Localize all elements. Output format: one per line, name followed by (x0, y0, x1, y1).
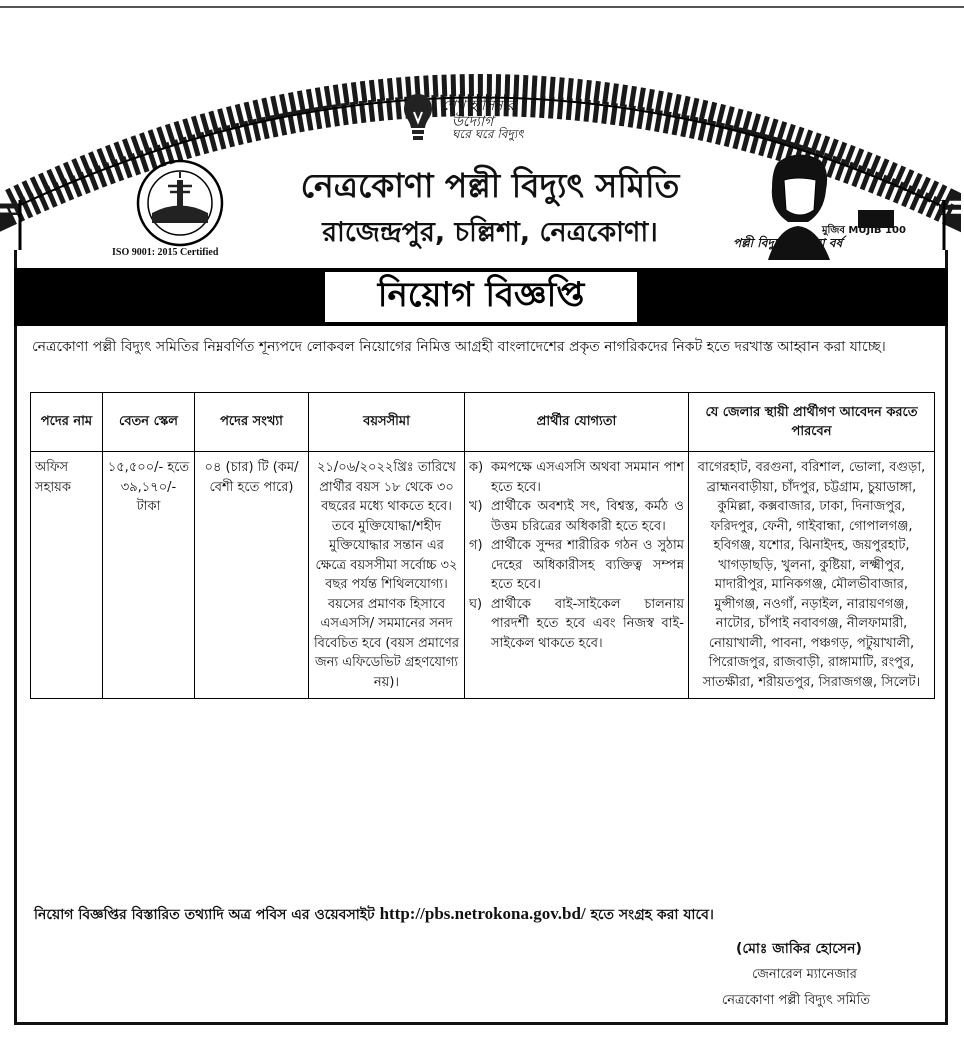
qualification-text: প্রার্থীকে বাই-সাইকেল চালনায় পারদর্শী হতে হবে এবং নিজস্ব বাই-সাইকেল থাকতে হবে। (491, 596, 684, 651)
header-post: পদের নাম (31, 393, 103, 452)
signatory-organization: নেত্রকোণা পল্লী বিদ্যুৎ সমিতি (722, 993, 870, 1008)
frame-right (945, 250, 948, 1025)
qualification-marker: খ) (469, 499, 483, 514)
cell-post: অফিস সহায়ক (31, 452, 103, 699)
header-salary: বেতন স্কেল (103, 393, 195, 452)
qualification-item (469, 536, 684, 595)
intro-paragraph: নেত্রকোণা পল্লী বিদ্যুৎ সমিতির নিম্নবর্ণিত শূন্যপদে লোকবল নিয়োগের নিমিত্ত আগ্রহী বাংলাদেশের প্রকৃত নাগরিকদের নিকট হতে দরখাস্ত আহ্বান করা যাচ্ছে। (32, 339, 886, 355)
qualification-item (469, 458, 684, 497)
footer-note (34, 903, 934, 927)
cell-age: ২১/০৬/২০২২খ্রিঃ তারিখে প্রার্থীর বয়স ১৮ থেকে ৩০ বছরের মধ্যে থাকতে হবে। তবে মুক্তিযোদ্ধা/শহীদ মুক্তিযোদ্ধার সন্তান এর ক্ষেত্রে বয়সসীমা সর্বোচ্চ ৩২ বছর পর্যন্ত শিথিলযোগ্য। বয়সের প্রমাণক হিসাবে এসএসসি/ সমমানের সনদ বিবেচিত হবে (বয়স প্রমাণের জন্য এফিডেভিট গ্রহণযোগ্য নয়)। (309, 452, 465, 699)
header-age: বয়সসীমা (309, 393, 465, 452)
notice-title: নিয়োগ বিজ্ঞপ্তি (322, 269, 640, 325)
signatory-title: জেনারেল ম্যানেজার (752, 967, 857, 982)
iso-certification: ISO 9001: 2015 Certified (112, 247, 219, 258)
website-link[interactable]: http://pbs.netrokona.gov.bd/ (379, 904, 586, 923)
cell-salary: ১৫,৫০০/- হতে ৩৯,১৭০/- টাকা (103, 452, 195, 699)
header-districts: যে জেলার স্থায়ী প্রার্থীগণ আবেদন করতে পারবেন (689, 393, 935, 452)
title-banner (14, 268, 948, 326)
signatory-name: (মোঃ জাকির হোসেন) (736, 941, 862, 957)
vacancy-table (30, 392, 935, 699)
frame-left (14, 250, 17, 1025)
sheikh-hasina-initiative-logo (392, 88, 572, 150)
mujib-100-logo: মুজিব MUJIB 100 (822, 225, 906, 236)
qualification-marker: ক) (469, 460, 484, 475)
qualification-item (469, 497, 684, 536)
qualification-text: প্রার্থীকে অবশ্যই সৎ, বিশ্বস্ত, কর্মঠ ও উত্তম চরিত্রের অধিকারী হতে হবে। (491, 499, 684, 534)
table-header-row (31, 393, 935, 452)
cell-qualifications (465, 452, 689, 699)
qualification-marker: ঘ) (469, 596, 483, 612)
qualification-text: কমপক্ষে এসএসসি অথবা সমমান পাশ হতে হবে। (491, 460, 684, 495)
cell-districts: বাগেরহাট, বরগুনা, বরিশাল, ভোলা, বগুড়া, ব্রাহ্মনবাড়ীয়া, চাঁদপুর, চট্টগ্রাম, চুয়াডাঙ্গা, কুমিল্লা, কক্সবাজার, ঢাকা, দিনাজপুর, ফরিদপুর, ফেনী, গাইবান্ধা, গোপালগঞ্জ, হবিগঞ্জ, যশোর, ঝিনাইদহ, জয়পুরহাট, খাগড়াছড়ি, খুলনা, কুষ্টিয়া, লক্ষ্মীপুর, মাদারীপুর, মানিকগঞ্জ, মৌলভীবাজার, মুন্সীগঞ্জ, নওগাঁ, নড়াইল, নারায়ণগঞ্জ, নাটোর, চাঁপাই নবাবগঞ্জ, নীলফামারী, নোয়াখালী, পাবনা, পঞ্চগড়, পটুয়াখালী, পিরোজপুর, রাজবাড়ী, রাঙ্গামাটি, রংপুর, সাতক্ষীরা, শরীয়তপুর, সিরাজগঞ্জ, সিলেট। (689, 452, 935, 699)
qualification-marker: গ) (469, 538, 483, 553)
pbs-emblem-icon (130, 158, 230, 248)
logo-text-line2: উদ্যোগ (452, 114, 494, 130)
logo-text-line3: ঘরে ঘরে বিদ্যুৎ (452, 127, 524, 141)
logo-text-line1: শেখ হাসিনার (442, 98, 515, 114)
footer-note-after: হতে সংগ্রহ করা যাবে। (590, 907, 714, 923)
table-row (31, 452, 935, 699)
header-qualification: প্রার্থীর যোগ্যতা (465, 393, 689, 452)
qualification-item (469, 595, 684, 654)
cell-count: ০৪ (চার) টি (কম/বেশী হতে পারে) (195, 452, 309, 699)
light-bulb-icon (402, 92, 434, 144)
slogan: পল্লী বিদ্যুতের সেবা বর্ষ (733, 236, 843, 250)
organization-name: নেত্রকোণা পল্লী বিদ্যুৎ সমিতি (300, 166, 680, 205)
qualification-text: প্রার্থীকে সুন্দর শারীরিক গঠন ও সুঠাম দেহের অধিকারীসহ ব্যক্তিত্ব সম্পন্ন হতে হবে। (491, 538, 684, 592)
header-count: পদের সংখ্যা (195, 393, 309, 452)
organization-address: রাজেন্দ্রপুর, চল্লিশা, নেত্রকোণা। (322, 217, 658, 248)
footer-note-before: নিয়োগ বিজ্ঞপ্তির বিস্তারিত তথ্যাদি অত্র পবিস এর ওয়েবসাইট (34, 907, 375, 923)
frame-bottom (14, 1022, 948, 1025)
